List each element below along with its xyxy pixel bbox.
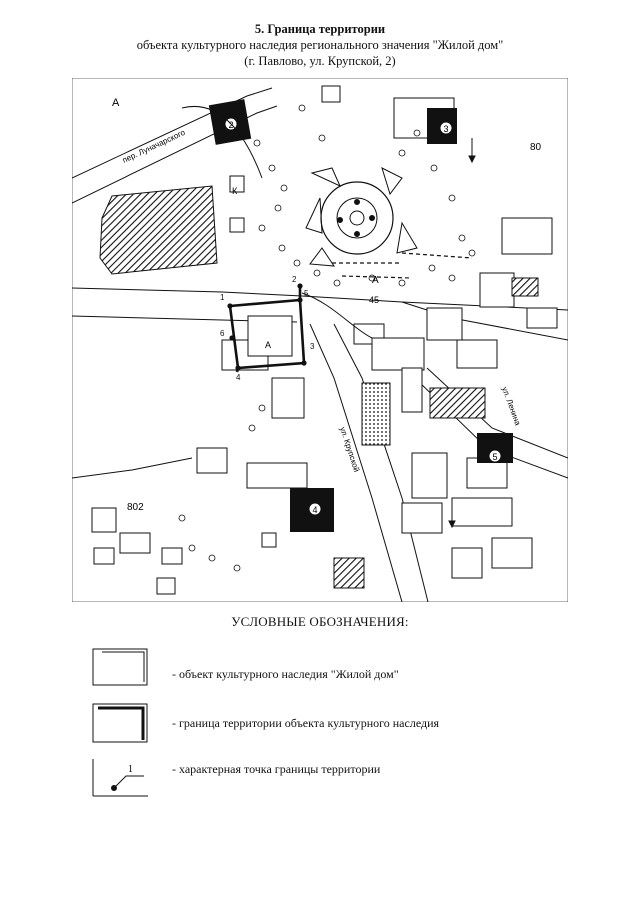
street-label-lenina: ул. Ленина (500, 385, 523, 427)
point-label-6: 6 (220, 329, 225, 338)
legend-symbol-object (92, 648, 150, 688)
label-802: 802 (127, 502, 144, 513)
label-a-1: А (112, 97, 120, 109)
marker-2: 2 (228, 120, 234, 130)
point-label-1: 1 (220, 293, 225, 302)
dotted-building (362, 383, 390, 445)
label-a-3: А (372, 275, 379, 286)
point-label-3: 3 (310, 342, 315, 351)
legend-symbol-boundary (92, 703, 150, 745)
legend-title: УСЛОВНЫЕ ОБОЗНАЧЕНИЯ: (231, 614, 409, 629)
label-80: 80 (530, 142, 542, 153)
legend-point-label: 1 (128, 764, 133, 775)
point-label-4: 4 (236, 373, 241, 382)
street-label-krupskoy: ул. Крупской (338, 425, 362, 474)
site-map (72, 78, 568, 602)
legend-symbol-point (92, 758, 150, 798)
page-subtitle: объекта культурного наследия регионального значения "Жилой дом" (136, 38, 504, 52)
page-address: (г. Павлово, ул. Крупской, 2) (244, 54, 396, 68)
marker-4: 4 (312, 505, 318, 515)
legend-text-object: - объект культурного наследия "Жилой дом" (172, 667, 399, 681)
label-a-2: А (265, 340, 272, 350)
legend-text-boundary: - граница территории объекта культурного наследия (172, 716, 440, 730)
heritage-building (248, 316, 292, 356)
page-title: 5. Граница территории (254, 22, 386, 36)
legend-text-point: - характерная точка границы территории (172, 762, 381, 776)
marker-3: 3 (443, 124, 449, 134)
label-k: К (232, 186, 238, 196)
marker-5: 5 (492, 452, 498, 462)
point-label-2: 2 (292, 275, 297, 284)
point-label-5: 5 (304, 289, 309, 298)
street-label-lunacharskogo: пер. Луначарского (121, 127, 187, 165)
label-45: 45 (369, 295, 380, 305)
